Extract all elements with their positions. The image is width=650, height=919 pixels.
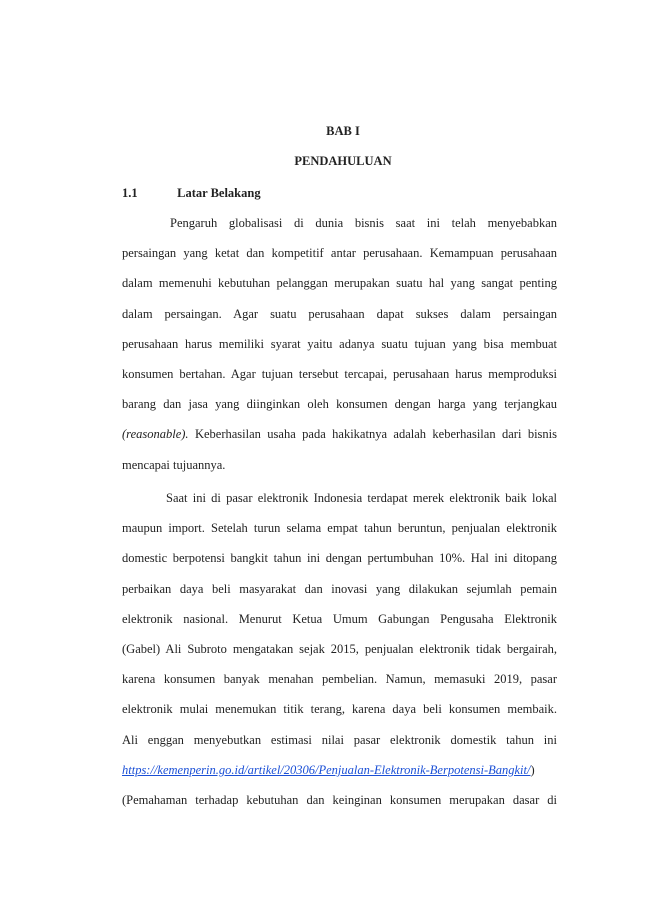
paragraph-line: dalam memenuhi kebutuhan pelanggan merupakan suatu hal yang sangat penting (122, 276, 557, 291)
paragraph-line (122, 419, 557, 449)
paragraph-2 (122, 483, 557, 815)
paragraph-line: persaingan yang ketat dan kompetitif antar perusahaan. Kemampuan perusahaan (122, 246, 557, 261)
paragraph-line: konsumen bertahan. Agar tujuan tersebut tercapai, perusahaan harus memproduksi (122, 366, 557, 381)
paragraph-line: barang dan jasa yang diinginkan oleh konsumen dengan harga yang terjangkau (122, 397, 557, 412)
section-heading (122, 186, 261, 201)
paragraph-line: (Gabel) Ali Subroto mengatakan sejak 2015, penjualan elektronik tidak bergairah, (122, 641, 557, 656)
paragraph-line: perusahaan harus memiliki syarat yaitu adanya suatu tujuan yang bisa membuat (122, 336, 557, 351)
paragraph-line (122, 755, 557, 785)
section-title: Latar Belakang (177, 186, 261, 200)
line-text: Keberhasilan usaha pada hakikatnya adalah keberhasilan dari bisnis (188, 427, 557, 442)
chapter-heading: BAB I (326, 124, 360, 138)
paragraph-line: dalam persaingan. Agar suatu perusahaan dapat sukses dalam persaingan (122, 306, 557, 321)
paragraph-line: mencapai tujuannya. (122, 457, 226, 472)
italic-term: (reasonable). (122, 427, 189, 442)
chapter-title: PENDAHULUAN (294, 154, 392, 168)
paragraph-line: Saat ini di pasar elektronik Indonesia terdapat merek elektronik baik lokal (166, 491, 557, 505)
paragraph-line: elektronik nasional. Menurut Ketua Umum Gabungan Pengusaha Elektronik (122, 611, 557, 626)
paragraph-line: (Pemahaman terhadap kebutuhan dan keinginan konsumen merupakan dasar di (122, 792, 557, 807)
paragraph-1 (122, 208, 557, 480)
paragraph-line: karena konsumen banyak menahan pembelian. Namun, memasuki 2019, pasar (122, 672, 557, 687)
source-link[interactable]: https://kemenperin.go.id/artikel/20306/Penjualan-Elektronik-Berpotensi-Bangkit/ (122, 762, 531, 777)
paragraph-line: maupun import. Setelah turun selama empat tahun beruntun, penjualan elektronik (122, 521, 557, 536)
paragraph-line: domestic berpotensi bangkit tahun ini dengan pertumbuhan 10%. Hal ini ditopang (122, 551, 557, 566)
paragraph-line: Ali enggan menyebutkan estimasi nilai pasar elektronik domestik tahun ini (122, 732, 557, 747)
paragraph-line: elektronik mulai menemukan titik terang, karena daya beli konsumen membaik. (122, 702, 557, 717)
line-text: ) (530, 762, 535, 777)
paragraph-line: perbaikan daya beli masyarakat dan inovasi yang dilakukan sejumlah pemain (122, 581, 557, 596)
paragraph-line: Pengaruh globalisasi di dunia bisnis saat ini telah menyebabkan (170, 216, 557, 230)
section-number: 1.1 (122, 186, 138, 200)
